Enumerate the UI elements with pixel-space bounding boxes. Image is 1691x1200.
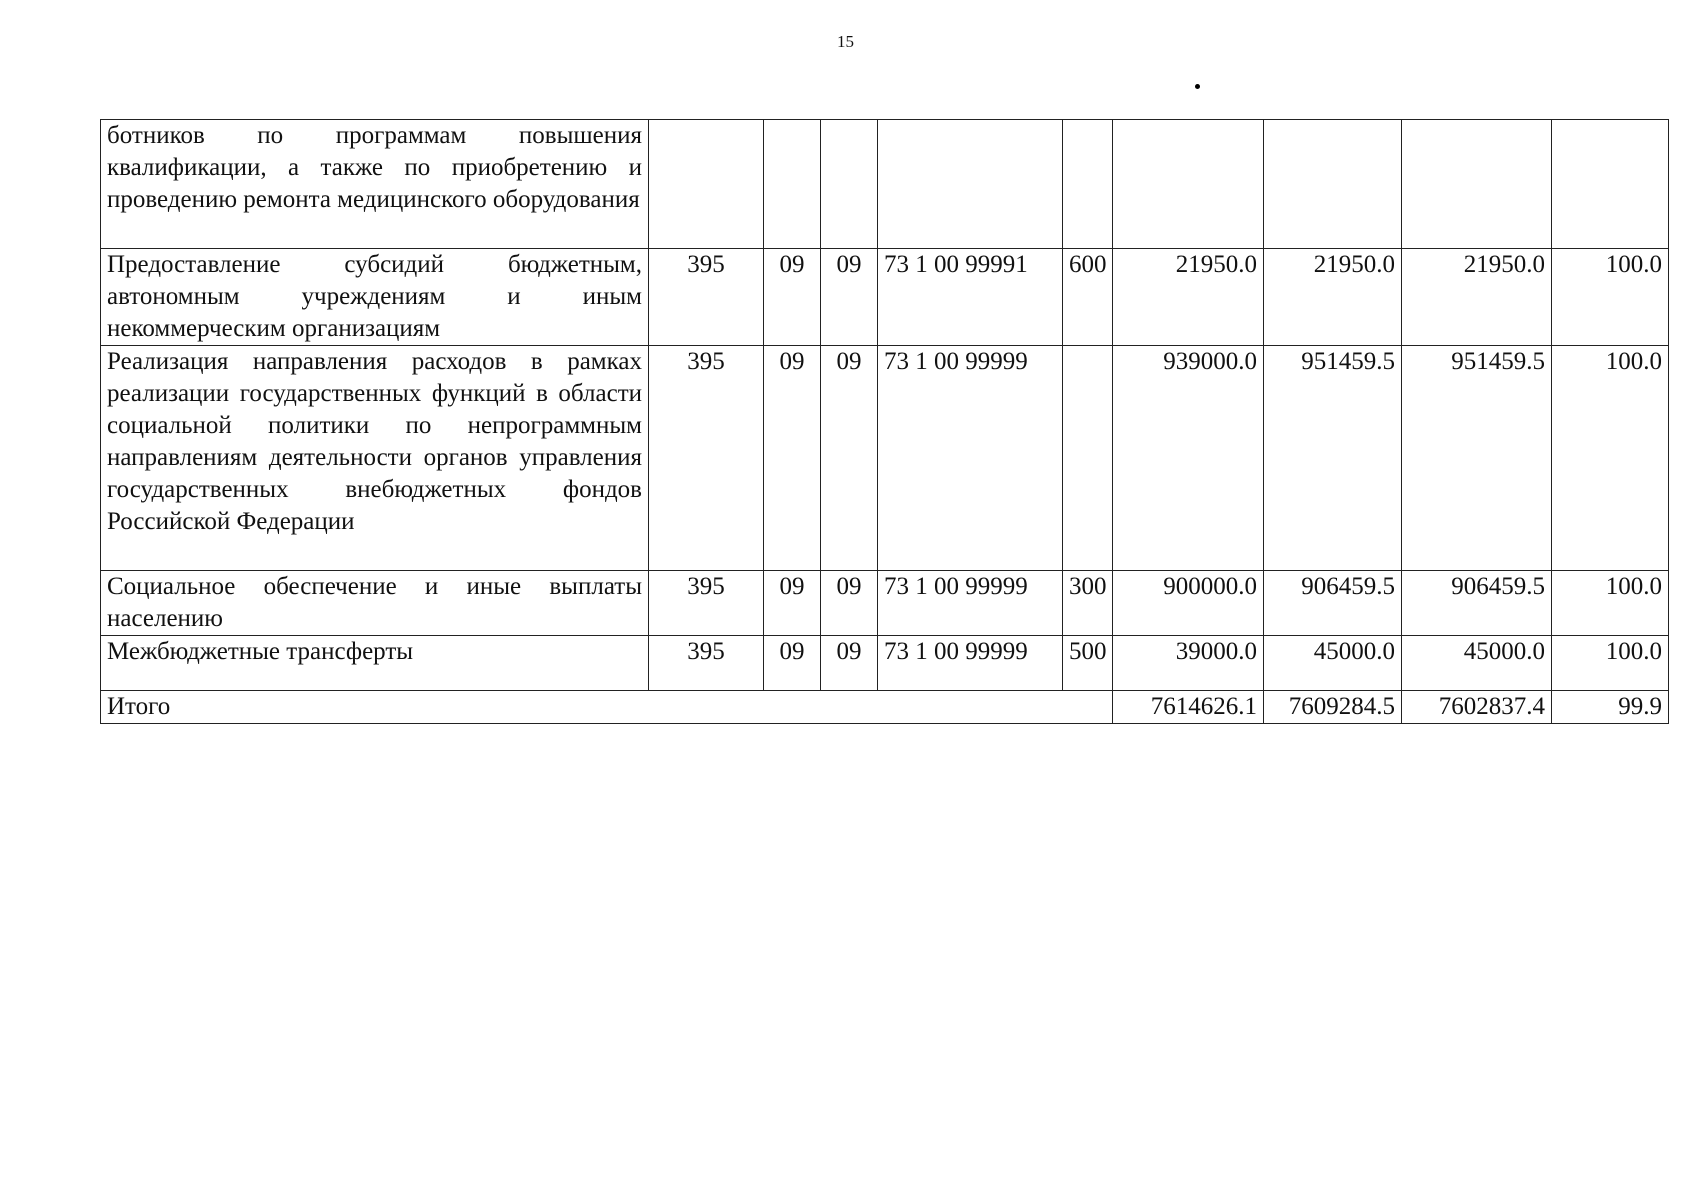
row-description: Предоставление субсидий бюджетным, автономным учреждениям и иным некоммерческим организациям — [101, 249, 649, 346]
scan-speck — [1195, 84, 1200, 89]
approved-cell: 939000.0 — [1113, 346, 1264, 571]
table-row — [101, 571, 1669, 636]
gl-cell: 395 — [649, 249, 764, 346]
executed-cell: 21950.0 — [1402, 249, 1552, 346]
table-row — [101, 636, 1669, 691]
vr-cell — [1063, 346, 1113, 571]
pr-cell: 09 — [821, 571, 878, 636]
planned-cell: 951459.5 — [1264, 346, 1402, 571]
table-row — [101, 346, 1669, 571]
planned-cell — [1264, 120, 1402, 249]
row-description: ботников по программам повышения квалификации, а также по приобретению и проведению ремонта медицинского оборудования — [101, 120, 649, 249]
total-planned-cell: 7609284.5 — [1264, 691, 1402, 724]
executed-cell: 906459.5 — [1402, 571, 1552, 636]
table-row — [101, 120, 1669, 249]
csr-cell: 73 1 00 99999 — [878, 636, 1063, 691]
pr-cell: 09 — [821, 636, 878, 691]
executed-cell: 45000.0 — [1402, 636, 1552, 691]
csr-cell — [878, 120, 1063, 249]
total-executed-cell: 7602837.4 — [1402, 691, 1552, 724]
rz-cell: 09 — [764, 346, 821, 571]
executed-cell — [1402, 120, 1552, 249]
percent-cell: 100.0 — [1552, 346, 1669, 571]
approved-cell: 21950.0 — [1113, 249, 1264, 346]
approved-cell: 39000.0 — [1113, 636, 1264, 691]
gl-cell: 395 — [649, 571, 764, 636]
total-label: Итого — [101, 691, 1113, 724]
executed-cell: 951459.5 — [1402, 346, 1552, 571]
gl-cell — [649, 120, 764, 249]
pr-cell: 09 — [821, 346, 878, 571]
row-description: Реализация направления расходов в рамках реализации государственных функций в области социальной политики по непрограммным направлениям деятельности органов управления государственных внебюджетных фондов Российской Федерации — [101, 346, 649, 571]
csr-cell: 73 1 00 99991 — [878, 249, 1063, 346]
rz-cell — [764, 120, 821, 249]
budget-table — [100, 119, 1669, 724]
total-percent-cell: 99.9 — [1552, 691, 1669, 724]
vr-cell: 600 — [1063, 249, 1113, 346]
planned-cell: 21950.0 — [1264, 249, 1402, 346]
planned-cell: 906459.5 — [1264, 571, 1402, 636]
percent-cell: 100.0 — [1552, 571, 1669, 636]
vr-cell: 300 — [1063, 571, 1113, 636]
pr-cell — [821, 120, 878, 249]
rz-cell: 09 — [764, 249, 821, 346]
approved-cell — [1113, 120, 1264, 249]
vr-cell — [1063, 120, 1113, 249]
total-approved-cell: 7614626.1 — [1113, 691, 1264, 724]
csr-cell: 73 1 00 99999 — [878, 346, 1063, 571]
total-row — [101, 691, 1669, 724]
gl-cell: 395 — [649, 636, 764, 691]
vr-cell: 500 — [1063, 636, 1113, 691]
percent-cell — [1552, 120, 1669, 249]
rz-cell: 09 — [764, 636, 821, 691]
percent-cell: 100.0 — [1552, 636, 1669, 691]
csr-cell: 73 1 00 99999 — [878, 571, 1063, 636]
pr-cell: 09 — [821, 249, 878, 346]
page-number: 15 — [837, 32, 854, 51]
rz-cell: 09 — [764, 571, 821, 636]
approved-cell: 900000.0 — [1113, 571, 1264, 636]
percent-cell: 100.0 — [1552, 249, 1669, 346]
table-row — [101, 249, 1669, 346]
row-description: Социальное обеспечение и иные выплаты населению — [101, 571, 649, 636]
row-description: Межбюджетные трансферты — [101, 636, 649, 691]
gl-cell: 395 — [649, 346, 764, 571]
planned-cell: 45000.0 — [1264, 636, 1402, 691]
